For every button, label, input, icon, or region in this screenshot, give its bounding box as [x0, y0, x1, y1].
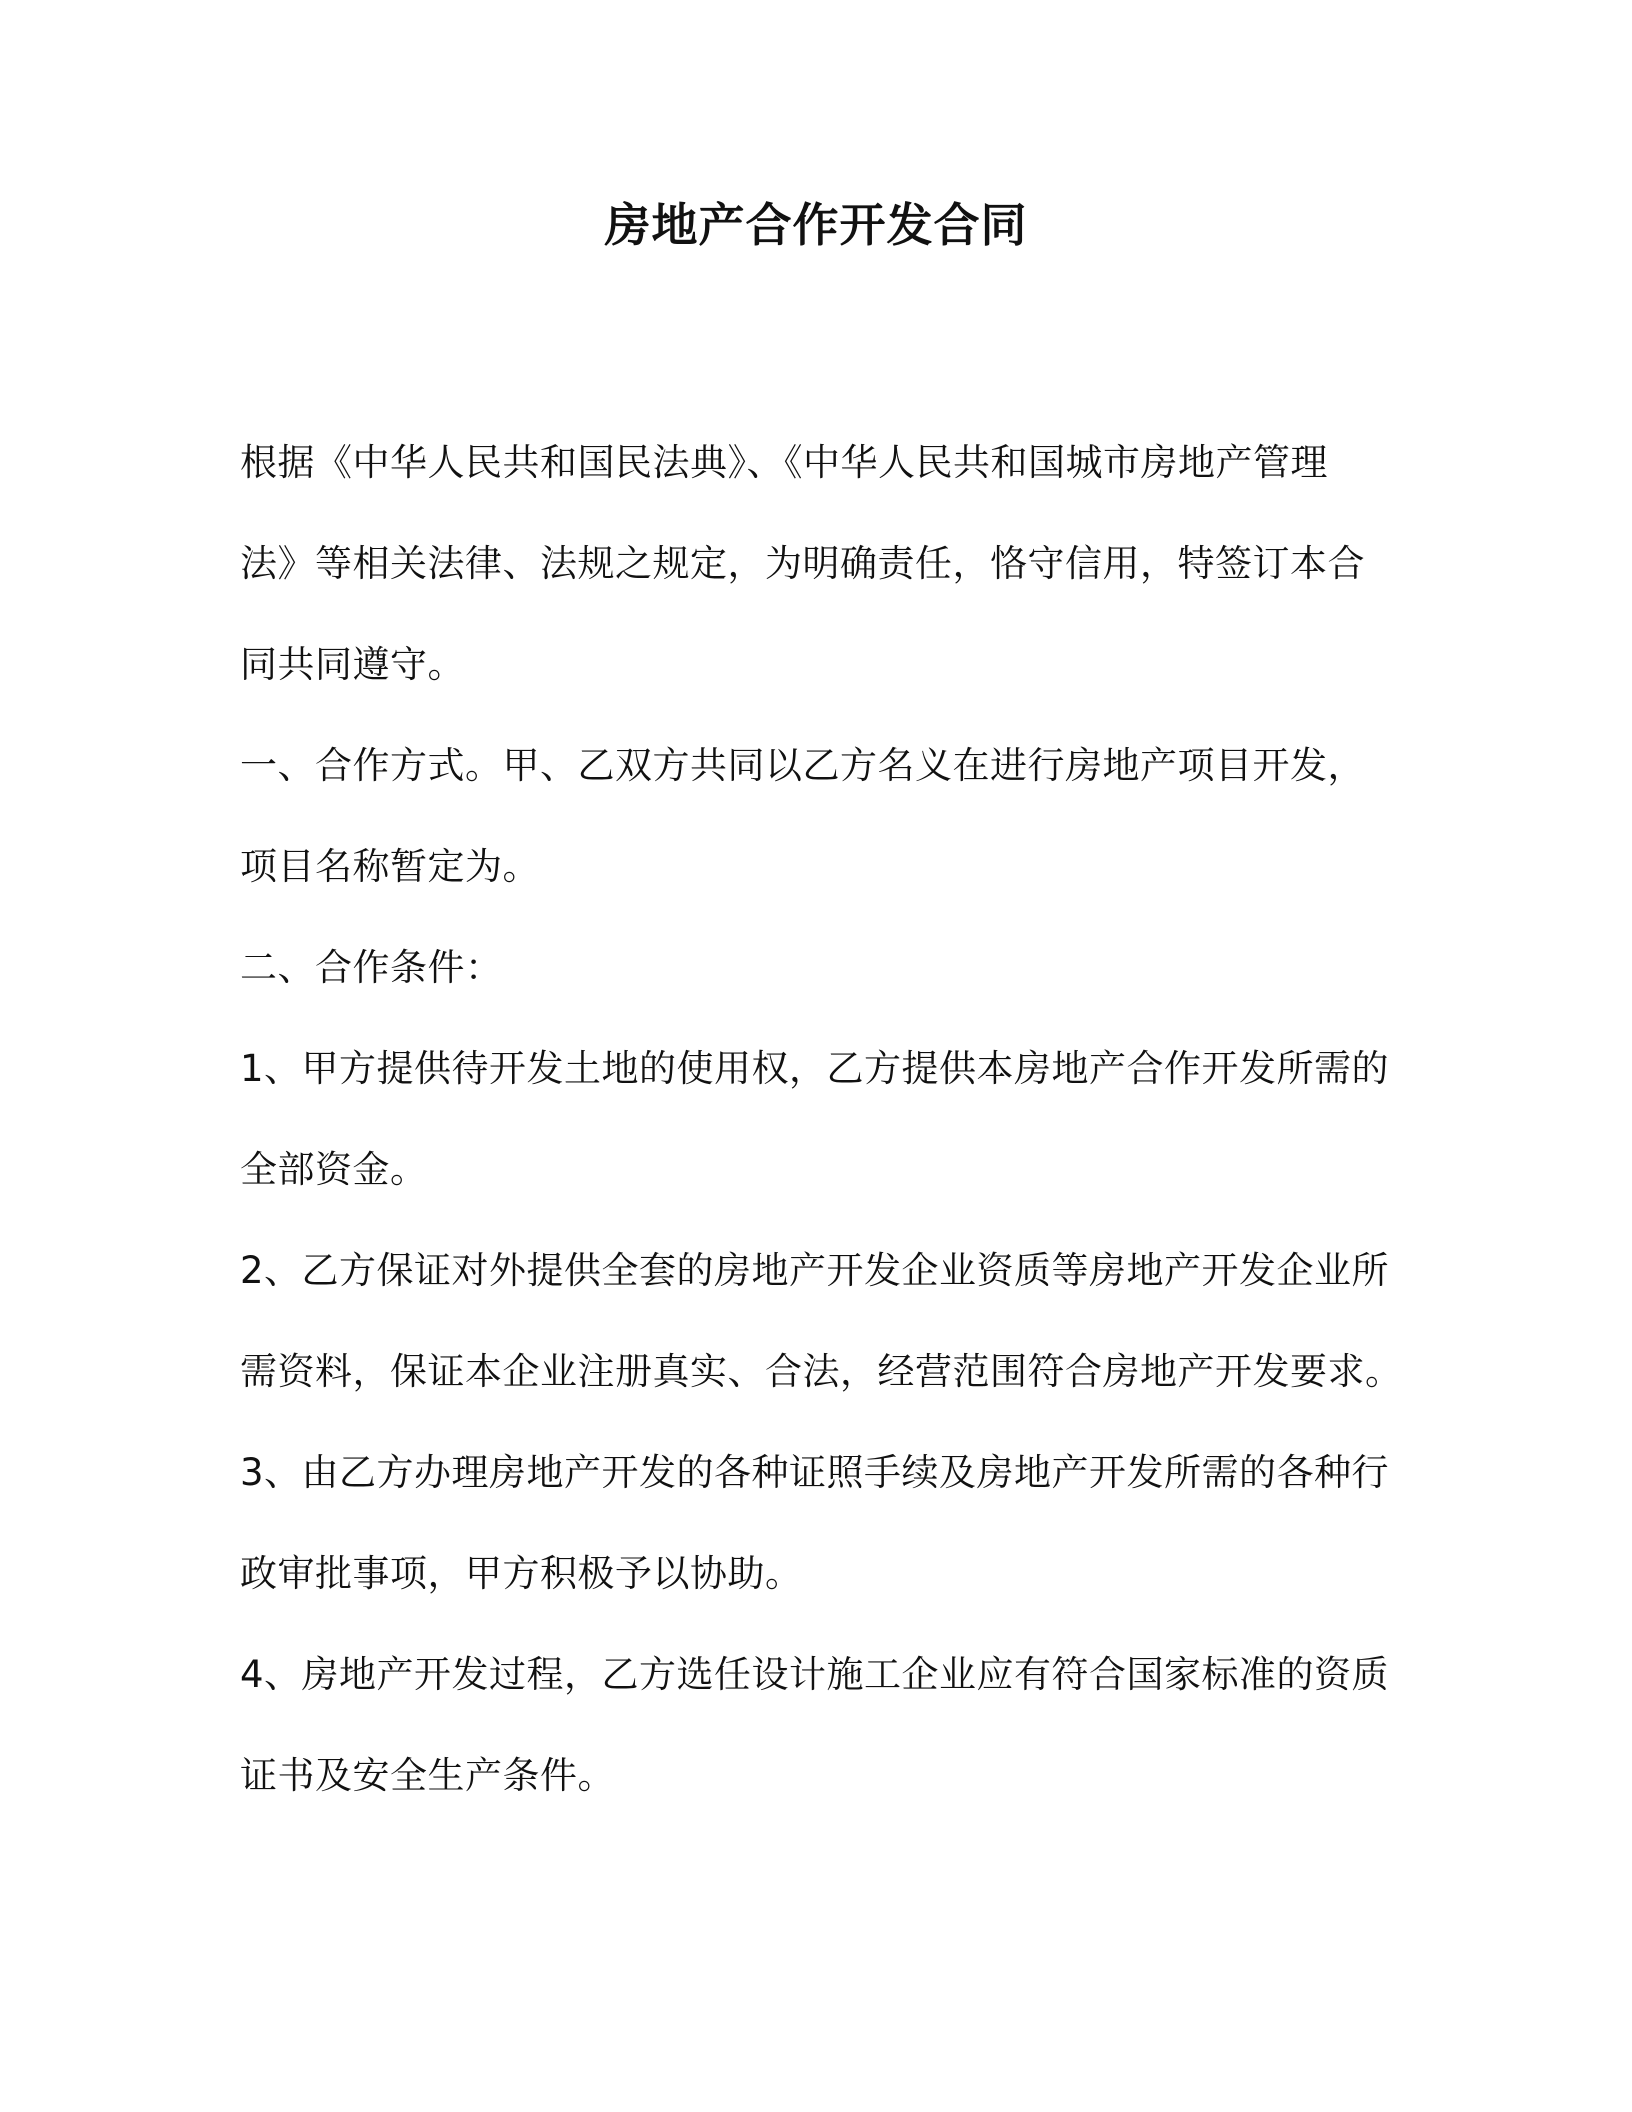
text-line: 一、合作方式。甲、乙双方共同以乙方名义在进行房地产项目开发，: [240, 744, 1365, 787]
paragraph-clause-1: [240, 1018, 1396, 1220]
paragraph-clause-3: [240, 1422, 1396, 1624]
paragraph-clause-4: [240, 1624, 1396, 1826]
text-line: 政审批事项，甲方积极予以协助。: [240, 1552, 803, 1595]
text-line: 法》等相关法律、法规之规定，为明确责任，恪守信用，特签订本合: [240, 542, 1365, 585]
text-line: 项目名称暂定为。: [240, 845, 540, 888]
text-line: 同共同遵守。: [240, 643, 465, 686]
paragraph-preamble: [240, 412, 1396, 715]
text-line: 4、房地产开发过程，乙方选任设计施工企业应有符合国家标准的资质: [240, 1653, 1390, 1696]
paragraph-section-cooperation-conditions: [240, 917, 1396, 1018]
text-line: 根据《中华人民共和国民法典》、《中华人民共和国城市房地产管理: [240, 441, 1328, 484]
text-line: 1、甲方提供待开发土地的使用权，乙方提供本房地产合作开发所需的: [240, 1047, 1390, 1090]
text-line: 需资料，保证本企业注册真实、合法，经营范围符合房地产开发要求。: [240, 1350, 1403, 1393]
text-line: 证书及安全生产条件。: [240, 1754, 615, 1797]
text-line: 二、合作条件：: [240, 946, 503, 989]
text-line: 3、由乙方办理房地产开发的各种证照手续及房地产开发所需的各种行: [240, 1451, 1390, 1494]
document-title: 房地产合作开发合同: [604, 198, 1028, 252]
document-body: [240, 412, 1403, 1826]
paragraph-section-cooperation-method: [240, 715, 1396, 917]
text-line: 2、乙方保证对外提供全套的房地产开发企业资质等房地产开发企业所: [240, 1249, 1390, 1292]
paragraph-clause-2: [240, 1220, 1403, 1422]
text-line: 全部资金。: [240, 1148, 428, 1191]
